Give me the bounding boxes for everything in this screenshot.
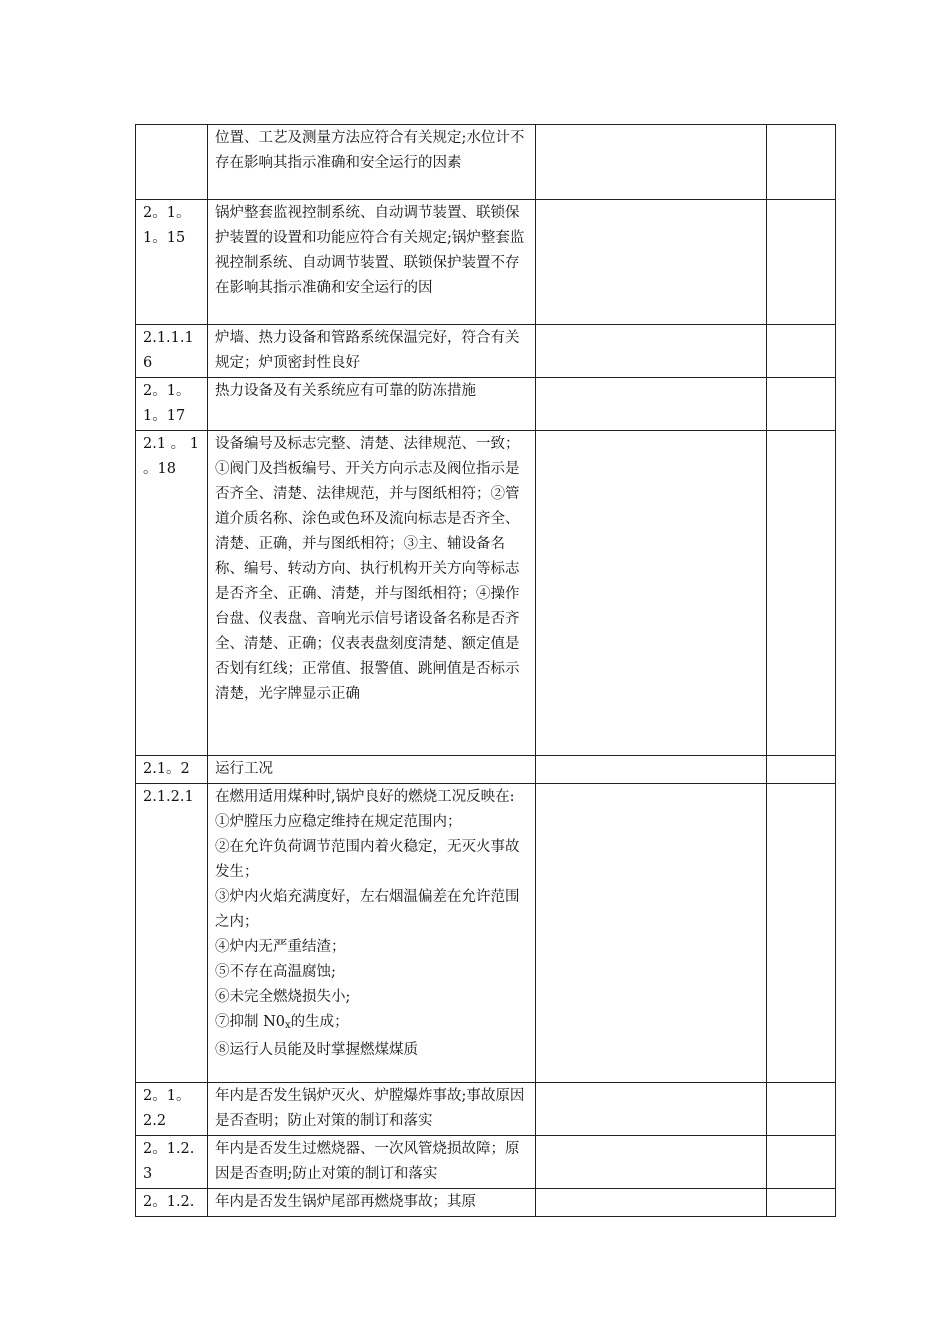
sub-item-nox: ⑦抑制 $N0_x$的生成； (215, 1014, 349, 1031)
remark-cell (767, 125, 836, 200)
item-number (136, 125, 208, 200)
item-requirement: 年内是否发生锅炉灭火、炉膛爆炸事故;事故原因是否查明；防止对策的制订和落实 (208, 1083, 536, 1136)
item-number: 2。1.2. (136, 1189, 208, 1217)
table-row (136, 756, 836, 784)
remark-cell (767, 1136, 836, 1189)
check-result-cell (536, 1189, 767, 1217)
item-number: 2.1 。 1 。18 (136, 431, 208, 756)
sub-item: ⑤不存在高温腐蚀; (215, 964, 336, 980)
sub-item: ②在允许负荷调节范围内着火稳定，无灭火事故发生； (215, 839, 520, 880)
table-row (136, 1189, 836, 1217)
table-row (136, 431, 836, 756)
remark-cell (767, 431, 836, 756)
item-requirement: 年内是否发生过燃烧器、一次风管烧损故障；原因是否查明;防止对策的制订和落实 (208, 1136, 536, 1189)
table-row (136, 784, 836, 1083)
table-row (136, 378, 836, 431)
item-number: 2。1。1。17 (136, 378, 208, 431)
item-number: 2.1.1.16 (136, 325, 208, 378)
check-result-cell (536, 125, 767, 200)
check-result-cell (536, 1136, 767, 1189)
remark-cell (767, 378, 836, 431)
item-requirement (208, 784, 536, 1083)
sub-item: ④炉内无严重结渣； (215, 939, 346, 955)
item-requirement: 炉墙、热力设备和管路系统保温完好，符合有关规定；炉顶密封性良好 (208, 325, 536, 378)
sub-item: ③炉内火焰充满度好，左右烟温偏差在允许范围之内； (215, 889, 520, 930)
remark-cell (767, 325, 836, 378)
table-row (136, 1136, 836, 1189)
remark-cell (767, 1189, 836, 1217)
remark-cell (767, 1083, 836, 1136)
check-result-cell (536, 784, 767, 1083)
table-row (136, 125, 836, 200)
item-number: 2。1。2.2 (136, 1083, 208, 1136)
check-result-cell (536, 200, 767, 325)
check-result-cell (536, 431, 767, 756)
item-requirement: 位置、工艺及测量方法应符合有关规定;水位计不存在影响其指示准确和安全运行的因素 (208, 125, 536, 200)
inspection-checklist-table (135, 124, 836, 1217)
remark-cell (767, 756, 836, 784)
section-number: 2.1。2 (136, 756, 208, 784)
remark-cell (767, 200, 836, 325)
item-requirement: 热力设备及有关系统应有可靠的防冻措施 (208, 378, 536, 431)
check-result-cell (536, 325, 767, 378)
sub-item: ①炉膛压力应稳定维持在规定范围内； (215, 814, 462, 830)
item-requirement: 年内是否发生锅炉尾部再燃烧事故；其原 (208, 1189, 536, 1217)
table-row (136, 1083, 836, 1136)
sub-item: ⑧运行人员能及时掌握燃煤煤质 (215, 1042, 418, 1058)
table-row (136, 200, 836, 325)
item-number: 2。1.2.3 (136, 1136, 208, 1189)
table-row (136, 325, 836, 378)
section-title: 运行工况 (208, 756, 536, 784)
remark-cell (767, 784, 836, 1083)
sub-item: ⑥未完全燃烧损失小; (215, 989, 351, 1005)
item-requirement: 锅炉整套监视控制系统、自动调节装置、联锁保护装置的设置和功能应符合有关规定;锅炉整套监视控制系统、自动调节装置、联锁保护装置不存在影响其指示准确和安全运行的因 (208, 200, 536, 325)
check-result-cell (536, 756, 767, 784)
item-number: 2.1.2.1 (136, 784, 208, 1083)
check-result-cell (536, 1083, 767, 1136)
check-result-cell (536, 378, 767, 431)
item-requirement: 设备编号及标志完整、清楚、法律规范、一致；①阀门及挡板编号、开关方向示志及阀位指示是否齐全、清楚、法律规范，并与图纸相符；②管道介质名称、涂色或色环及流向标志是否齐全、清楚、正确，并与图纸相符；③主、辅设备名称、编号、转动方向、执行机构开关方向等标志是否齐全、正确、清楚，并与图纸相符；④操作台盘、仪表盘、音响光示信号诸设备名称是否齐全、清楚、正确；仪表表盘刻度清楚、额定值是否划有红线；正常值、报警值、跳闸值是否标示清楚，光字牌显示正确 (208, 431, 536, 756)
item-intro: 在燃用适用煤种时,锅炉良好的燃烧工况反映在: (215, 789, 515, 805)
item-number: 2。1。1。15 (136, 200, 208, 325)
